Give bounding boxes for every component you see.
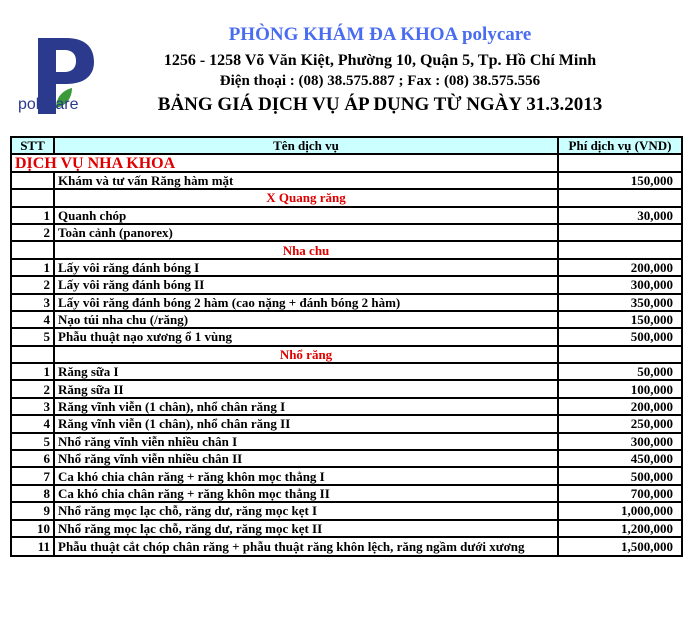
clinic-address: 1256 - 1258 Võ Văn Kiệt, Phường 10, Quận 5, Tp. Hồ Chí Minh	[163, 52, 597, 69]
table-row	[11, 537, 682, 556]
table-row	[11, 259, 682, 276]
main-section-title: DỊCH VỤ NHA KHOA	[11, 154, 558, 171]
row-number: 4	[11, 415, 54, 432]
column-header-stt: STT	[11, 137, 54, 154]
clinic-phone: Điện thoại : (08) 38.575.887 ; Fax : (08) 38.575.556	[219, 73, 541, 89]
section-title: Nhổ răng	[54, 346, 558, 363]
table-row	[11, 502, 682, 519]
table-row	[11, 311, 682, 328]
row-number: 2	[11, 224, 54, 241]
row-number: 2	[11, 276, 54, 293]
row-number: 5	[11, 433, 54, 450]
service-price: 150,000	[558, 172, 682, 189]
table-row	[11, 276, 682, 293]
row-number: 11	[11, 537, 54, 556]
row-number: 1	[11, 363, 54, 380]
service-price: 1,200,000	[558, 520, 682, 537]
service-price: 1,500,000	[558, 537, 682, 556]
table-row	[11, 328, 682, 345]
row-number: 2	[11, 380, 54, 397]
service-name: Nhổ răng vĩnh viễn nhiều chân II	[54, 450, 558, 467]
table-row	[11, 450, 682, 467]
service-name: Nhổ răng mọc lạc chỗ, răng dư, răng mọc kẹt II	[54, 520, 558, 537]
table-row	[11, 294, 682, 311]
service-price: 200,000	[558, 398, 682, 415]
table-row	[11, 398, 682, 415]
service-name: Nạo túi nha chu (/răng)	[54, 311, 558, 328]
page-title: BẢNG GIÁ DỊCH VỤ ÁP DỤNG TỪ NGÀY 31.3.2013	[157, 94, 603, 115]
table-row	[11, 415, 682, 432]
service-price: 300,000	[558, 433, 682, 450]
clinic-name: PHÒNG KHÁM ĐA KHOA polycare	[228, 24, 532, 45]
column-header-price: Phí dịch vụ (VND)	[558, 137, 682, 154]
row-number: 3	[11, 294, 54, 311]
service-price: 100,000	[558, 380, 682, 397]
service-name: Toàn cảnh (panorex)	[54, 224, 558, 241]
service-price: 300,000	[558, 276, 682, 293]
row-number: 5	[11, 328, 54, 345]
service-price: 250,000	[558, 415, 682, 432]
service-name: Phẫu thuật nạo xương ổ 1 vùng	[54, 328, 558, 345]
table-row	[11, 172, 682, 189]
row-number: 6	[11, 450, 54, 467]
service-name: Nhổ răng mọc lạc chỗ, răng dư, răng mọc kẹt I	[54, 502, 558, 519]
row-number: 10	[11, 520, 54, 537]
service-name: Ca khó chia chân răng + răng khôn mọc thẳng I	[54, 467, 558, 484]
service-name: Nhổ răng vĩnh viễn nhiều chân I	[54, 433, 558, 450]
table-header	[11, 137, 682, 154]
service-name: Răng vĩnh viễn (1 chân), nhổ chân răng I	[54, 398, 558, 415]
column-header-name: Tên dịch vụ	[54, 137, 558, 154]
logo-text: polycare	[18, 96, 79, 113]
row-number: 1	[11, 259, 54, 276]
section-title: Nha chu	[54, 241, 558, 258]
row-number: 7	[11, 467, 54, 484]
service-price	[558, 224, 682, 241]
section-row	[11, 241, 682, 258]
service-price: 500,000	[558, 467, 682, 484]
row-number: 4	[11, 311, 54, 328]
service-name: Lấy vôi răng đánh bóng II	[54, 276, 558, 293]
service-name: Răng sữa II	[54, 380, 558, 397]
service-price: 1,000,000	[558, 502, 682, 519]
row-number: 8	[11, 485, 54, 502]
main-section-row	[11, 154, 682, 171]
service-price: 450,000	[558, 450, 682, 467]
section-title: X Quang răng	[54, 189, 558, 206]
table-row	[11, 485, 682, 502]
table-row	[11, 467, 682, 484]
row-number: 1	[11, 207, 54, 224]
table-row	[11, 380, 682, 397]
service-price: 50,000	[558, 363, 682, 380]
price-table	[10, 136, 683, 557]
service-name: Lấy vôi răng đánh bóng 2 hàm (cao nặng + đánh bóng 2 hàm)	[54, 294, 558, 311]
service-name: Phẫu thuật cắt chóp chân răng + phẫu thuật răng khôn lệch, răng ngầm dưới xương	[54, 537, 558, 556]
section-row	[11, 346, 682, 363]
service-name: Khám và tư vấn Răng hàm mặt	[54, 172, 558, 189]
service-name: Răng sữa I	[54, 363, 558, 380]
service-name: Răng vĩnh viễn (1 chân), nhổ chân răng II	[54, 415, 558, 432]
section-row	[11, 189, 682, 206]
table-row	[11, 224, 682, 241]
row-number: 9	[11, 502, 54, 519]
service-name: Quanh chóp	[54, 207, 558, 224]
table-row	[11, 520, 682, 537]
table-row	[11, 207, 682, 224]
service-name: Ca khó chia chân răng + răng khôn mọc thẳng II	[54, 485, 558, 502]
table-row	[11, 363, 682, 380]
service-price: 500,000	[558, 328, 682, 345]
service-price: 350,000	[558, 294, 682, 311]
service-price: 150,000	[558, 311, 682, 328]
table-row	[11, 433, 682, 450]
service-price: 200,000	[558, 259, 682, 276]
service-name: Lấy vôi răng đánh bóng I	[54, 259, 558, 276]
service-price: 700,000	[558, 485, 682, 502]
service-price: 30,000	[558, 207, 682, 224]
row-number: 3	[11, 398, 54, 415]
